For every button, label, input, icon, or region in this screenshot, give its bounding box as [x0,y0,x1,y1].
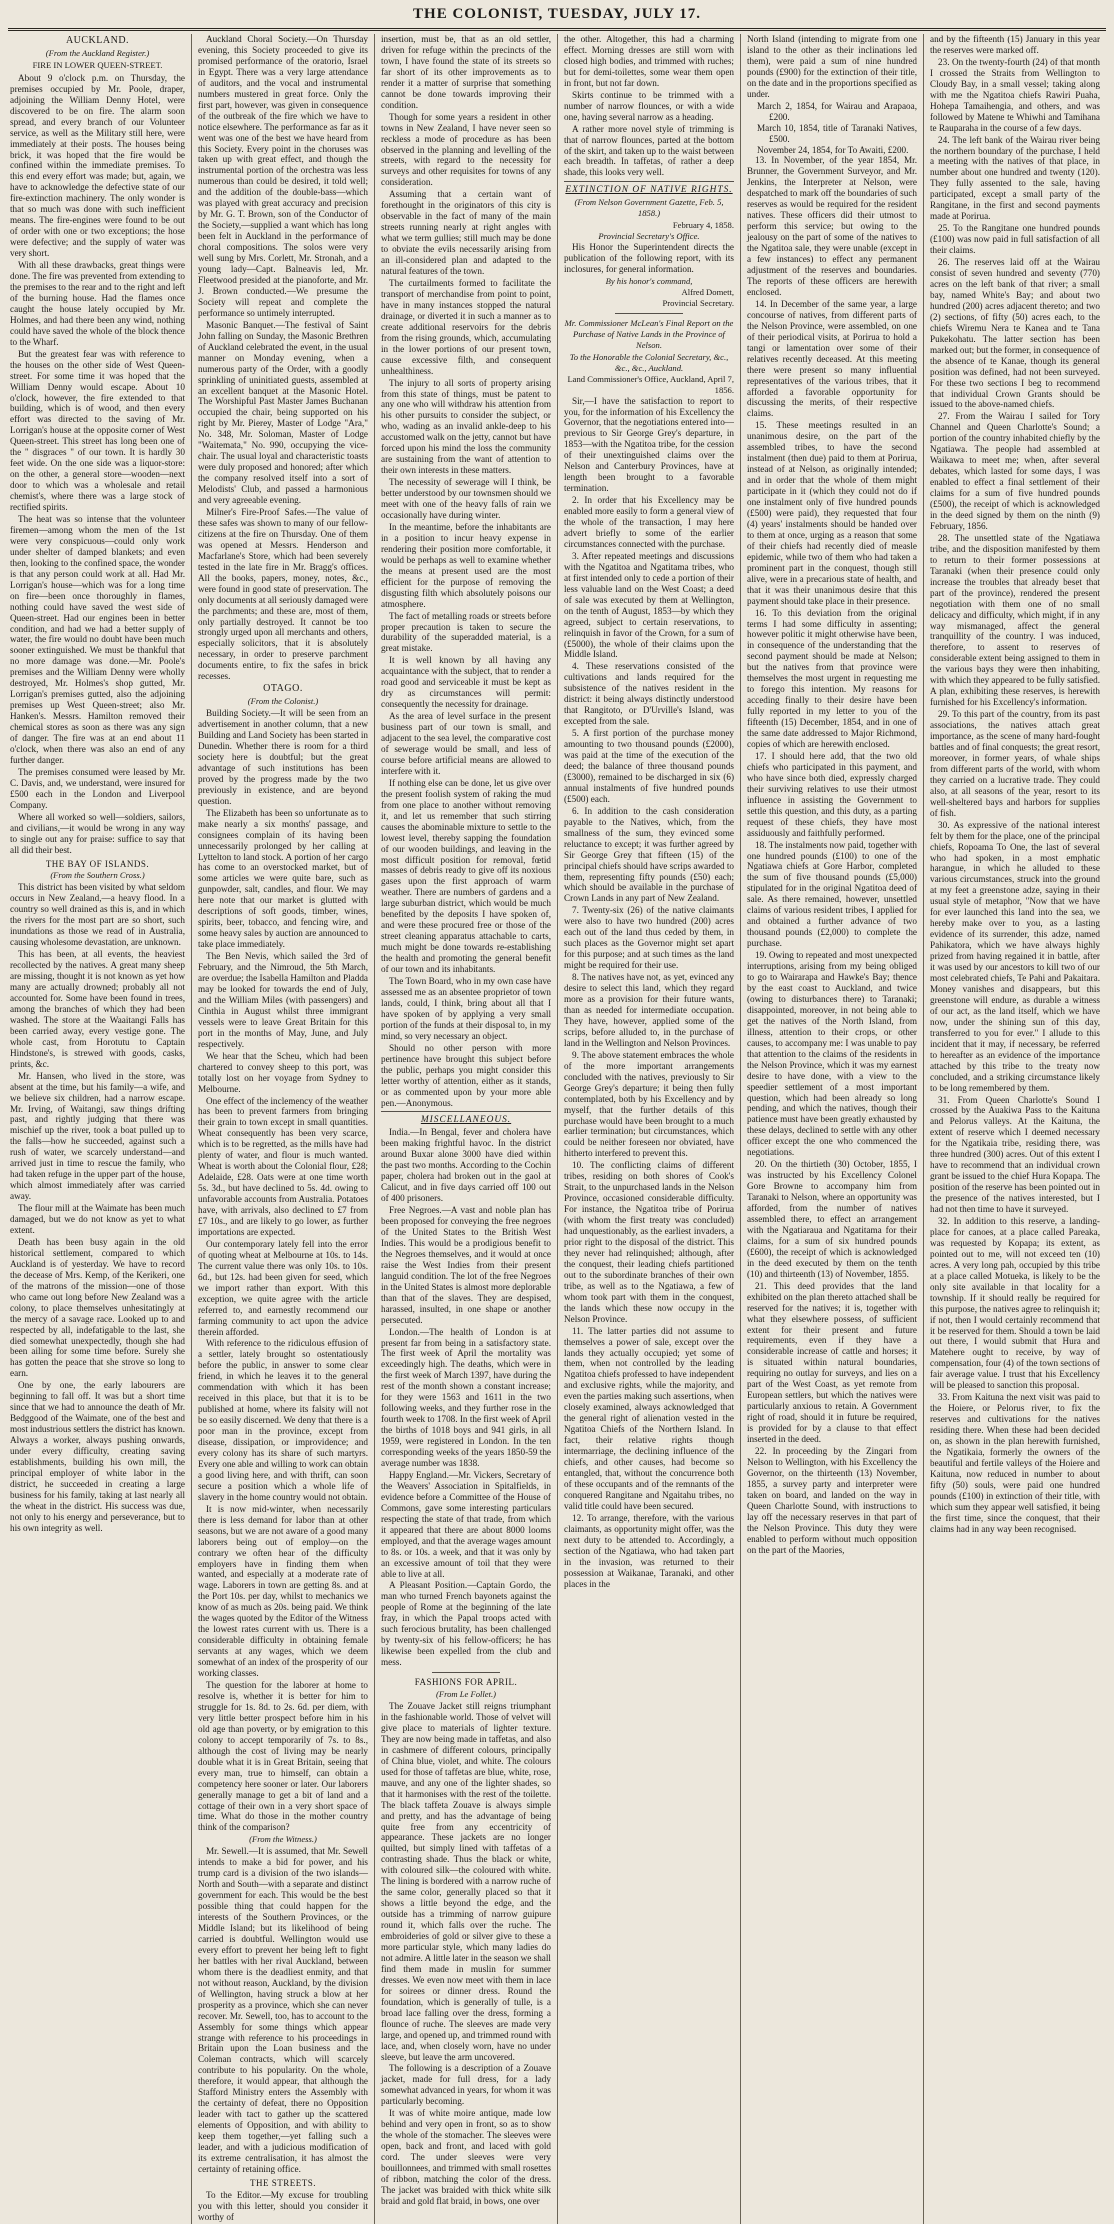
paragraph: insertion, must be, that as an old settler, driven for refuge within the precincts of the town, I have found the state of its streets so far short of its other improvements as to render it a matter of surprise that something cannot be done towards improving their condition. [381,34,551,110]
paragraph: 9. The above statement embraces the whole of the more important arrangements concluded with the natives, previously to Sir George Grey's departure; it being then fully contemplated, both by his Excellency and by myself, that the further details of this purchase would have been brought to a much earlier termination; but circumstances, which could be neither foreseen nor obviated, have hitherto interfered to prevent this. [564,1049,734,1159]
paragraph: 16. To this deviation from the original terms I had some difficulty in assenting; however politic it might otherwise have been, in consequence of the understanding that the second payment should be made at Nelson; but the natives from that province were themselves the most urgent in requesting me to forego this intention. My reasons for acceding finally to their desire have been fully reported in my letter to you of the fifteenth (15) December, 1854, and in one of the same date addressed to Major Richmond, copies of which are herewith enclosed. [747,607,917,749]
paragraph: India.—In Bengal, fever and cholera have been making frightful havoc. In the district around Buxar alone 3000 have died within the past two months. According to the Cochin paper, cholera had broken out in the gaol at Calicut, and in five days carried off 100 out of 400 prisoners. [381,1127,551,1204]
column-2 [191,34,374,2224]
section-heading-fashions: FASHIONS FOR APRIL. [414,1677,518,1688]
paragraph: The Ben Nevis, which sailed the 3rd of February, and the Nimroud, the 5th March, are overdue; the Isabella Hamilton and Pladda may be looked for towards the end of July, and the William Miles (with passengers) and Cinthia in August whilst three immigrant vessels were to leave Great Britain for this port in the months of May, June, and July respectively. [198,951,368,1049]
column-3 [374,34,557,2224]
paragraph: Should no other person with more pertinence have brought this subject before the public, perhaps you might consider this letter worthy of attention, either as it stands, or as commented upon by your more able pen.—Anonymous. [381,1042,551,1108]
paragraph: This district has been visited by what seldom occurs in New Zealand,—a heavy flood. In a country so well drained as this is, and in which the rivers for the most part are so short, such inundations as those we read of in Australia, causing wholesome devastation, are unknown. [10,882,185,948]
paragraph: The Town Board, who in my own case have assessed me as an absentee proprietor of town lands, could, I think, bring about all that I have spoken of by applying a very small portion of the funds at their disposal to, in my mind, so very necessary an object. [381,976,551,1041]
paragraph: 31. From Queen Charlotte's Sound I crossed by the Auakiwa Pass to the Kaituna and Pelorus valleys. At the Kaituna, the extent of reserve which I deemed necessary for the Ngatikaia tribe, residing there, was three hundred (300) acres. Out of this extent I have to recommend that an individual crown grant be issued to the chief Hura Kopapa. The position of the reserve has been pointed out in the presence of the natives interested, but I had not then time to have it surveyed. [930,1094,1100,1215]
paragraph: His Honor the Superintendent directs the publication of the following report, with its inclosures, for general information. [564,242,734,275]
paragraph: 21. This deed provides that the land exhibited on the plan thereto attached shall be reserved for the natives; it is, together with what they elsewhere possess, of sufficient extent for their present and future requirements, even if they have a considerable increase of cattle and horses; it is situated within natural boundaries, requiring no outlay for surveys, and lies on a part of the West Coast, as yet remote from European settlers, but which the natives were particularly anxious to retain. A Government right of road, should it in future be required, is provided for by a clause to that effect inserted in the deed. [747,1280,917,1445]
paragraph: As the area of level surface in the present business part of our town is small, and adjacent to the sea level, the comparative cost of sewerage would be small, and less of course before artificial means are allowed to interfere with it. [381,711,551,776]
section-heading-bay-of-islands: THE BAY OF ISLANDS. [45,858,150,869]
paragraph: Free Negroes.—A vast and noble plan has been proposed for conveying the free negroes of the United States to the British West Indies. This would be a prodigious benefit to the Negroes themselves, and it would at once raise the West Indies from their present languid condition. The lot of the free Negroes in the United States is almost more deplorable than that of the slaves. They are despised, harassed, insulted, in one shape or another persecuted. [381,1205,551,1325]
paragraph: The question for the laborer at home to resolve is, whether it is better for him to struggle for 1s. 8d. to 2s. 6d. per diem, with very little better prospect before him in his old age than poverty, or by emigration to this colony to accept temporarily of 7s. to 8s., although the cost of living may be nearly double what it is in Great Britain, seeing that every man, true to himself, can obtain a competency here sooner or later. Our laborers generally manage to get a bit of land and a cottage of their own in a very short space of time. What do those in the mother country think of the comparison? [198,1680,368,1833]
paragraph: 13. In November, of the year 1854, Mr. Brunner, the Government Surveyor, and Mr. Jenkins, the Interpreter at Nelson, were despatched to mark off the boundaries of such reserves as would be required for the resident natives. These officers did their utmost to perform this service; but owing to the jealousy on the part of some of the natives to the Ngatitoa sale, they were unable (except in a few instances) to effect any permanent adjustment of the reserves and boundaries. The reports of these officers are herewith enclosed. [747,155,917,297]
paragraph: The flour mill at the Waimate has been much damaged, but we do not know as yet to what extent. [10,1203,185,1235]
paragraph: 32. In addition to this reserve, a landing-place for canoes, at a place called Pareaka, was requested by Kopapa; its extent, as pointed out to me, will not exceed ten (10) acres. A very long pah, occupied by this tribe at a place called Motueka, is likely to be the only site available in that locality for a township. If it should really be required for this purpose, the natives agree to relinquish it; if not, then I would certainly recommend that it be reserved for them. Should a town be laid out there, I would submit that Hura and Matehere ought to receive, by way of compensation, four (4) of the town sections of fair average value. I trust that his Excellency will be pleased to sanction this proposal. [930,1215,1100,1391]
paragraph: the other. Altogether, this had a charming effect. Morning dresses are still worn with closed high bodies, and trimmed with ruches; but for demi-toilettes, some wear them open in front, but not far down. [564,34,734,88]
paragraph: The Elizabeth has been so unfortunate as to make nearly a six months' passage, and consignees complain of its having been unnecessarily prolonged by her calling at Lyttelton to land stock. A portion of her cargo has come to an overstocked market, but of some articles we were quite bare, such as gunpowder, salt, candles, and flour. We may here note that our market is glutted with descriptions of soft goods, timber, wines, spirits, beer, tobacco, and fencing wire, and some heavy sales by auction are announced to take place immediately. [198,807,368,950]
section-heading-auckland: AUCKLAND. [65,35,130,46]
paragraph: 12. To arrange, therefore, with the various claimants, as opportunity might offer, was the next duty to be attended to. Accordingly, a section of the Ngatiawa, who had taken part in the invasion, was returned to their possession at Waikanae, Taranaki, and other places in the [564,1512,734,1589]
dateline: February 4, 1858. [672,220,734,231]
section-heading-otago: OTAGO. [263,683,303,695]
paragraph: With reference to the ridiculous effusion of a settler, lately brought so ostentatiously before the public, in answer to some clear friend, in which he leaves it to the general commendation with which it has been received in this place, but that it is to be published at home, where its falsity will not be so easily discerned. We deny that there is a poor man in the province, except from disease, dissipation, or improvidence; and every colony has its share of such martyrs. Every one able and willing to work can obtain a good living here, and with thrift, can soon secure a position which a whole life of slavery in the home country would not obtain. [198,1338,368,1502]
paragraph: 23. On the twenty-fourth (24) of that month I crossed the Straits from Wellington to Cloudy Bay, in a small vessel; taking along with me the Ngatitoa chiefs Rawiri Puaha, Hohepa Tamaihengia, and others, and was followed by Matene te Whiwhi and Tamihana te Rauparaha in the course of a few days. [930,56,1100,133]
paragraph: 5. A first portion of the purchase money amounting to two thousand pounds (£2000), was paid at the time of the execution of the deed; the balance of three thousand pounds (£3000), remained to be discharged in six (6) annual instalments of five hundred pounds (£500) each. [564,728,734,804]
paragraph: 26. The reserves laid off at the Wairau consist of seven hundred and seventy (770) acres on the left bank of that river; a small bay, named White's Bay; and about two hundred (200) acres adjacent thereto; and two (2) sections, of fifty (50) acres each, to the chiefs Wiremu Nera te Kanea and te Tana Pukekohatu. The latter section has been marked out; but the former, in consequence of the absence of te Kanae, though its general position was defined, had not been surveyed. For these two sections I beg to recommend that individual Crown Grants should be issued to the above-named chiefs. [930,257,1100,410]
signature-by: By his honor's command, [605,276,693,287]
divider [615,313,683,314]
paragraph: 14. In December of the same year, a large concourse of natives, from different parts of the Nelson Province, were assembled, on one of their periodical visits, at Porirua to hold a tangi or lamentation over some of their relatives recently deceased. At this meeting there were present so many influential representatives of the various tribes, that it afforded a favorable opportunity for discussing the merits, of their respective claims. [747,298,917,419]
source-line: (From the Witness.) [249,1834,317,1845]
paragraph: Mr. Sewell.—It is assumed, that Mr. Sewell intends to make a bid for power, and his trump card is a division of the two islands—North and South—with a separate and distinct government for each. This would be the best possible thing that could happen for the interests of the Southern Provinces, or the Middle Island; but its likelihood of being carried is doubtful. Wellington would use every effort to prevent her being left to fight her battles with her rival Auckland, between whom there is the deadliest enmity, and that not without reason, Auckland, by the division of Wellington, having struck a blow at her prosperity as a province, which she can never recover. Mr. Sewell, too, has to account to the Assembly for some things which appear strange with reference to his proceedings in Britain upon the Loan business and the Coleman contracts, which will scarcely contribute to his popularity. On the whole, therefore, it would appear, that although the Stafford Ministry enters the Assembly with the certainty of defeat, there no Opposition leader with tact to gather up the scattered elements of Opposition, and with ability to keep them together,—yet falling such a leader, and with a judicious modification of its extreme centralisation, it has almost the certainty of retaining office. [198,1846,368,2174]
paragraph: 4. These reservations consisted of the cultivations and lands required for the subsistence of the natives resident in the district: it being always distinctly understood that Rangitoto, or D'Urville's Island, was excepted from the sale. [564,661,734,727]
paragraph: and by the fifteenth (15) January in this year the reserves were marked off. [930,34,1100,55]
paragraph: 18. The instalments now paid, together with one hundred pounds (£100) to one of the Ngatiawa chiefs at Gore Harbor, completed the sum of five thousand pounds (£5,000) stipulated for in the original Ngatitoa deed of sale. As there remained, however, unsettled claims of various resident tribes, I applied for and obtained a further advance of two thousand pounds (£2,000) to complete the purchase. [747,839,917,949]
report-title: Mr. Commissioner McLean's Final Report on the Purchase of Native Lands in the Province of Nelson. [564,317,734,350]
section-heading-the-streets: THE STREETS. [250,2177,316,2188]
source-line: (From the Colonist.) [247,696,319,707]
list-item: March 2, 1854, for Wairau and Arapaoa, £200. [757,100,917,122]
paragraph: North Island (intending to migrate from one island to the other as their inclinations led them), were paid a sum of nine hundred pounds (£900) for the extinction of their title, on the date and in the proportions specified as under. [747,34,917,99]
list-item: March 10, 1854, title of Taranaki Natives, £500. [757,122,917,144]
divider [564,181,734,182]
paragraph: About 9 o'clock p.m. on Thursday, the premises occupied by Mr. Poole, draper, adjoining the William Denny Hotel, were discovered to be on fire. The alarm soon spread, and every branch of our Volunteer service, as well as the Military still here, were immediately at their posts. The houses being brick, it was hoped that the fire would be confined within the immediate premises. To this end every effort was made; but, again, we have to acknowledge the defective state of our fire-extinction machinery. The only wonder is that so much was done with such inefficient means. The fire-engines were found to be out of order with one or two exceptions; the hose were defective; and the supply of water was very short. [10,72,185,259]
paragraph: Mr. Hansen, who lived in the store, was absent at the time, but his family—a wife, and we believe six children, had a narrow escape. Mr. Irving, of Waitangi, saw things drifting past, and rightly judging that there was mischief up the river, took a boat pulled up to the falls—how he succeeded, against such a rush of water, we scarcely understand—and arrived just in time to rescue the family, who had taken refuge in the upper part of the house, which almost immediately after was carried away. [10,1070,185,1202]
signature-name: Alfred Domett, [681,286,734,297]
paragraph: This has been, at all events, the heaviest recollected by the natives. A great many sheep are missing, thought it is not known as yet how many are actually drowned; probably all not accounted for. Some have been found in trees, among the branches of which they had been washed. The store at the Waaitangi Falls has been carried away, every vestige gone. The whole cast, from Horotutu to Captain Hindstone's, is strewed with goods, casks, prints, &c. [10,949,185,1069]
paragraph: 17. I should here add, that the two old chiefs who participated in this payment, and who have since both died, expressly charged their surviving relatives to use their utmost influence in assisting the Government to settle this question, and this duty, as a parting request of these chiefs, they have most assiduously and faithfully performed. [747,750,917,838]
paragraph: 8. The natives have not, as yet, evinced any desire to select this land, which they regard more as a provision for their future wants, than as needed for intermediate occupation. They have, however, applied some of the scrips, before alluded to, in the purchase of land in the Wellington and Nelson Provinces. [564,972,734,1048]
column-4 [557,34,740,2224]
paragraph: The premises consumed were leased by Mr. C. Davis, and, we understand, were insured for £500 each in the London and Liverpool Company. [10,766,185,810]
paragraph: 10. The conflicting claims of different tribes, residing on both shores of Cook's Strait, to the unpurchased lands in the Nelson Province, occasioned considerable difficulty. For instance, the Ngatitoa tribe of Porirua (with whom the first treaty was concluded) had unquestionably, as the earliest invaders, a prior right to the disposal of the district. This they never had relinquished; although, after the conquest, their leading chiefs partitioned out to the subordinate branches of their own tribe, as well as to the Ngatiawa, a few of whom took part with them in the conquest, the lands which these now occupy in the Nelson Province. [564,1160,734,1324]
column-1 [8,34,191,2224]
paragraph: We hear that the Scheu, which had been chartered to convey sheep to this port, was totally lost on her voyage from Sydney to Melbourne. [198,1050,368,1094]
paragraph: Our contemporary lately fell into the error of quoting wheat at Melbourne at 10s. to 14s. The current value there was only 10s. to 10s. 6d., but 12s. had been given for seed, which we import rather than export. With this exception, we quite agree with the article referred to, and earnestly recommend our farming community to act upon the advice therein afforded. [198,1238,368,1337]
paragraph: If nothing else can be done, let us give over the present foolish system of raking the mud from one place to another without removing it, and let us remember that such stirring causes the abominable mixture to settle to the lowest level, thereby sapping the foundation of our wooden buildings, and leaving in the most difficult position for removal, fœtid masses of debris ready to give off its noxious gases upon the first approach of warm weather. There are numbers of gardens and a large suburban district, which would be much benefited by the deposits I have spoken of, and were these procured free or those of the street cleaning apparatus attachable to carts, much might be done towards re-establishing the health and promoting the general benefit of our town and its inhabitants. [381,777,551,975]
paragraph: With all these drawbacks, great things were done. The fire was prevented from extending to the premises to the rear and to the right and left of the burning house. Had the flames once caught the house lately occupied by Mr. Holmes, and had there been any wind, nothing could have saved the whole of the block thence to the Wharf. [10,260,185,347]
paragraph: 25. To the Rangitane one hundred pounds (£100) was now paid in full satisfaction of all their claims. [930,223,1100,256]
paragraph: The necessity of sewerage will I think, be better understood by our townsmen should we meet with one of the heavy falls of rain we occasionally have during winter. [381,477,551,520]
source-line: (From the Southern Cross.) [50,870,145,881]
page-title: THE COLONIST, TUESDAY, JULY 17. [413,6,701,22]
column-5 [740,34,923,2224]
paragraph: Assuming that a certain want of forethought in the originators of this city is observable in the fact of many of the main streets running nearly at right angles with what we term gullies; still much may be done to obviate the evils necessarily arising from an ill-considered plan and adapted to the natural features of the town. [381,189,551,277]
section-heading-miscellaneous: MISCELLANEOUS. [420,1115,512,1126]
office-line: Provincial Secretary's Office. [598,231,700,242]
paragraph: 30. As expressive of the national interest felt by them for the place, one of the principal chiefs, Ropoama To One, the last of several who had spoken, in a most emphatic harangue, in which he alluded to these various circumstances, struck into the ground at my feet a greenstone adze, saying in their usual style of metaphor, "Now that we have for ever launched this land into the sea, we hereby make over to you, as a lasting evidence of its surrender, this adze, named Pahikatora, which we have always highly prized from having regained it in battle, after it was used by our ancestors to kill two of our most celebrated chiefs, Te Pahi and Pakaitara. Money vanishes and disappears, but this greenstone will endure, as durable a witness of our act, as the land itself, which we have now, under the shining sun of this day, transferred to you for ever." I allude to this incident that it may, if necessary, be referred to hereafter as an evidence of the importance attached by this tribe to the treaty now concluded, and a striking circumstance likely to be long remembered by them. [930,819,1100,1093]
paragraph: 15. These meetings resulted in an unanimous desire, on the part of the assembled tribes, to have the second instalment (then due) paid to them at Porirua, instead of at Nelson, as originally intended; and in order that the whole of them might participate in it (which they could not do if one instalment only of five hundred pounds (£500) were paid), they requested that four (4) years' instalments should be handed over to them at once, urging as a reason that some of their chiefs had recently died of measle epidemic, while two of them who had taken a prominent part in the conquest, though still alive, were in a precarious state of health, and that it was their unanimous desire that this payment should take place in their presence. [747,420,917,606]
paragraph: Death has been busy again in the old historical settlement, compared to which Auckland is of yesterday. We have to record the decease of Mrs. Kemp, of the Kerikeri, one of the matrons of the mission—one of those who came out long before New Zealand was a colony, to place themselves unhesitatingly at the mercy of a savage race. Looked up to and respected by all, indefatigable to the last, she died somewhat unexpectedly, though she had been ailing for some time before. Surely she has gotten the peace that she strove so long to earn. [10,1236,185,1379]
columns [8,34,1106,2222]
masthead [8,4,1106,31]
list-item: November 24, 1854, for To Awaiti, £200. [757,144,909,155]
source-line: (From the Auckland Register.) [45,47,150,58]
paragraph: 20. On the thirtieth (30) October, 1855, I was instructed by his Excellency Colonel Gore Browne to accompany him from Taranaki to Nelson, where an opportunity was afforded, from the number of natives assembled there, to effect an arrangement with the Ngatiaraua and Ngatitama for their claims, for a sum of six hundred pounds (£600), the receipt of which is acknowledged in the deed executed by them on the tenth (10) and thirteenth (13) of November, 1855. [747,1159,917,1279]
paragraph: 6. In addition to the cash consideration payable to the Natives, which, from the smallness of the sum, they evinced some reluctance to except; it was further agreed by Sir George Grey that fifteen (15) of the principal chiefs should have scrips awarded to them, representing fifty pounds (£50) each; which should be available in the purchase of Crown Lands in any part of New Zealand. [564,805,734,904]
paragraph: But the greatest fear was with reference to the houses on the other side of West Queen-street. For some time it was hoped that the William Denny would escape. About 10 o'clock, however, the fire extended to that building, which is of wood, and then every effort was directed to the saving of Mr. Lorrigan's house at the opposite corner of West Queen-street. This street has long been one of the " disgraces " of our town. It is hardly 30 feet wide. On the one side was a liquor-store: on the other, a general store—wooden—next door to which was a wholesale and retail chemist's, where there was a large stock of rectified spirits. [10,348,185,513]
paragraph: 2. In order that his Excellency may be enabled more easily to form a general view of the whole of the transaction, I may here advert briefly to some of the earlier circumstances connected with the purchase. [564,495,734,549]
paragraph: It is well known by all having any acquaintance with the subject, that to render a road good and serviceable it must be kept as dry as circumstances will permit: consequently the necessity for drainage. [381,655,551,710]
paragraph: One effect of the inclemency of the weather has been to prevent farmers from bringing their grain to town except in small quantities. Wheat consequently has been very scarce, which is to be regretted, as the mills have had plenty of water, and flour is much wanted. Wheat is worth about the Colonial flour, £28; Adelaide, £28. Oats were at one time worth 5s. 3d., but have declined to 5s. 4d. owing to unfavorable accounts from Australia. Potatoes have, with arrivals, also declined to £7 from £7 10s., and are likely to go lower, as further importations are expected. [198,1095,368,1237]
paragraph: It was of white moire antique, made low behind and very open in front, so as to show the whole of the stomacher. The sleeves were open, back and front, and laced with gold cord. The under sleeves were very bouillonnees, and trimmed with small rosettes of ribbon, matching the color of the dress. The jacket was braided with thick white silk braid and gold flat braid, in bows, one over [381,2108,551,2206]
paragraph: A rather more novel style of trimming is that of narrow flounces, parted at the bottom of the skirt, and taken up to the waist between each breadth. In taffetas, of rather a deep shade, this looks very well. [564,123,734,178]
section-heading-native-rights: EXTINCTION OF NATIVE RIGHTS. [565,185,733,196]
paragraph: It is now mid-winter, when necessarily there is less demand for labor than at other seasons, but we are not aware of a good many laborers being out of employ—on the contrary we often hear of the difficulty employers have in finding them when wanted, and especially at a moderate rate of wage. Laborers in town are getting 8s. and at the Port 10s. per day, whilst to mechanics we know of as much as 20s. being paid. We think the wages quoted by the Editor of the Witness the lowest rates current with us. There is a considerable difficulty in obtaining female servants at any wages, which we deem somewhat of an index of the prosperity of our working classes. [198,1503,368,1679]
paragraph: To the Editor.—My excuse for troubling you with this letter, should you consider it worthy of [198,2189,368,2222]
paragraph: 33. From Kaituna the next visit was paid to the Hoiere, or Pelorus river, to fix the reserves and cultivations for the natives residing there. When these had been decided on, as shown in the plan herewith furnished, the Ngatikaia, formerly the owners of the beautiful and fertile valleys of the Hoiere and Kaituna, now reduced in number to about fifty (50) souls, were paid one hundred pounds (£100) in extinction of their title, with which sum they appear well satisfied, it being the first time, since the conquest, that their claims had in any way been recognised. [930,1392,1100,1534]
paragraph: Milner's Fire-Proof Safes.—The value of these safes was shown to many of our fellow-citizens at the fire on Thursday. One of them was opened at Messrs. Henderson and Macfarlane's Store, which had been severely tested in the late fire in Mr. Bragg's offices. All the books, papers, money, notes, &c., were found in good state of preservation. The only documents at all seriously damaged were the parchments; and these are, most of them, only partially destroyed. It cannot be too strongly urged upon all merchants and others, especially solicitors, that it is absolutely necessary, in order to preserve parchment documents entire, to fix the safes in brick recesses. [198,506,368,682]
paragraph: 19. Owing to repeated and most unexpected interruptions, arising from my being obliged to go to Wairarapa and Hawke's Bay; thence by the east coast to Auckland, and twice (owing to disturbances there) to Taranaki; disappointed, moreover, in not being able to get the natives of the North Island, from illness, attention to their crops, or other causes, to accompany me: I was unable to pay that attention to the claims of the residents in the Nelson Province, which it was my earnest desire to have done, with a view to the speedier settlement of a most important question, which had been already so long pending, and which the natives, though their patience must have been greatly exhausted by these delays, declined to settle with any other officer except the one who commenced the negotiations. [747,950,917,1158]
paragraph: The curtailments formed to facilitate the transport of merchandise from point to point, have in many instances stopped the natural drainage, or diverted it in such a manner as to create additional reservoirs for the debris from the rising grounds, which, accumulating in the lower portions of our present town, cause excessive filth, and consequent unhealthiness. [381,277,551,376]
paragraph: The heat was so intense that the volunteer firemen—among whom the men of the 1st were very conspicuous—could only work under shelter of damped blankets; and even then, looking to the confined space, the wonder is that any person could work at all. Had Mr. Lorrigan's house—which was for a long time on fire—been once thoroughly in flames, nothing could have saved the west side of Queen-street. Had our engines been in better condition, and had we had a better supply of water, the fire would no doubt have been much sooner extinguished. We must be thankful that no more damage was done.—Mr. Poole's premises and the William Denny were wholly destroyed, Mr. Holmes's shop gutted, Mr. Lorrigan's premises gutted, also the adjoining premises up West Queen-street; also Mr. Hanken's. Messrs. Hamilton removed their chemical stores as soon as there was any sign of danger. The fire was at an end about 11 o'clock, when there was also an end of any further danger. [10,513,185,765]
paragraph: 29. To this part of the country, from its past associations, the natives attach great importance, as the scene of many hard-fought battles and of final conquests; the great resort, moreover, in former years, of whale ships from different parts of the world, with whom they carried on a lucrative trade. They could also, at all seasons of the year, resort to its well-sheltered bays and harbors for supplies of fish. [930,709,1100,818]
source-line: (From Nelson Government Gazette, Feb. 5, 1858.) [574,197,724,219]
subheading: FIRE IN LOWER QUEEN-STREET. [32,59,163,70]
paragraph: London.—The health of London is at present far from being in a satisfactory state. The first week of April the mortality was exceedingly high. The deaths, which were in the first week of March 1397, have during the rest of the month shown a constant increase; for they were 1563 and 1611 in the two following weeks, and they further rose in the fourth week to 1708. In the first week of April the births of 1018 boys and 941 girls, in all 1959, were registered in London. In the ten corresponding weeks of the years 1850-59 the average number was 1838. [381,1326,551,1468]
divider [432,1672,500,1673]
paragraph: Auckland Choral Society.—On Thursday evening, this Society proceeded to give its promised performance of the oratorio, Israel in Egypt. There was a very large attendance of auditors, and the vocal and instrumental numbers mustered in great force. Only the first part, however, was given in consequence of the outbreak of the fire which we have to notice elsewhere. The performance as far as it went was one of the best we have heard from this Society. Every point in the choruses was taken up with great effect, and though the instrumental portion of the orchestra was less numerous than could be desired, it told well; and the addition of the double-bass—which was played with great accuracy and precision by Mr. G. T. Brown, son of the Conductor of the Society,—supplied a want which has long been felt in Auckland in the performance of choral compositions. The solos were very well sung by Mrs. Corlett, Mr. Stronah, and a young lady—Capt. Balneavis led, Mr. Fleetwood presided at the pianoforte, and Mr. J. Brown conducted.—We presume the Society will repeat and complete the performance so untimely interrupted. [198,34,368,318]
paragraph: 27. From the Wairau I sailed for Tory Channel and Queen Charlotte's Sound; a portion of the country inhabited chiefly by the Ngatiawa. The people had assembled at Waikawa to meet me; when, after several debates, which lasted for some days, I was enabled to effect a final settlement of their claims for a sum of five hundred pounds (£500), the receipt of which is acknowledged in the deed signed by them on the ninth (9) February, 1856. [930,411,1100,531]
dateline: Land Commissioner's Office, Auckland, April 7, 1856. [567,373,734,395]
paragraph: In the meantime, before the inhabitants are in a position to incur heavy expense in rendering their position more comfortable, it would be perhaps as well to examine whether the means at present used are the most efficient for the purpose of removing the disgusting filth which absolutely poisons our atmosphere. [381,521,551,609]
paragraph: One by one, the early labourers are beginning to fall off. It was but a short time since that we had to announce the death of Mr. Bedggood of the Waimate, one of the best and most industrious settlers the district has known. Always a worker, always pushing onwards, under every difficulty, creating saving establishments, building his own mill, the principal employer of white labor in the district, he succeeded in creating a large business for his family, taking at last nearly all the wheat in the district. His success was due, not only to his energy and perseverance, but to his own integrity as well. [10,1380,185,1533]
paragraph: 11. The latter parties did not assume to themselves a power of sale, except over the lands they actually occupied; yet some of them, when not controlled by the leading Ngatitoa chiefs professed to have independent and exclusive rights, while the majority, and even the parties making such assertions, when closely examined, always acknowledged that the general right of alienation vested in the Ngatitoa Chiefs of the Northern Island. In fact, their relative rights though intermarriage, the declining influence of the chiefs, and other causes, had become so entangled, that, without the concurrence both of these occupants and of the remnants of the conquered Rangitane and Ngaitahu tribes, no valid title could have been secured. [564,1325,734,1511]
paragraph: 3. After repeated meetings and discussions with the Ngatitoa and Ngatitama tribes, who at first intended only to cede a portion of their less valuable land on the West Coast; a deed of sale was executed by them at Wellington, on the tenth of August, 1853—by which they agreed, subject to certain reservations, to relinquish in favor of the Crown, for a sum of (£5000), the whole of their claims upon the Middle Island. [564,550,734,660]
paragraph: 22. In proceeding by the Zingari from Nelson to Wellington, with his Excellency the Governor, on the thirteenth (13) November, 1855, a survey party and interpreter were taken on board, and landed on the way in Queen Charlotte Sound, with instructions to lay off the necessary reserves in that part of the Nelson Province. This duty they were enabled to perform without much opposition on the part of the Maories, [747,1446,917,1555]
paragraph: The following is a description of a Zouave jacket, made for full dress, for a lady somewhat advanced in years, for whom it was particularly becoming. [381,2063,551,2107]
paragraph: 28. The unsettled state of the Ngatiawa tribe, and the disposition manifested by them to return to their former possessions at Taranaki (when their presence could only increase the troubles that already beset that part of the province), rendered the present negotiation with them one of no small delicacy and difficulty, which might, if in any way mismanaged, affect the general tranquillity of the country. I was induced, therefore, to assent to reserves of considerable extent being assigned to them in the various bays they were then inhabiting, with which they appeared to be fully satisfied. A plan, exhibiting these reserves, is herewith furnished for his Excellency's information. [930,532,1100,708]
paragraph: The Zouave Jacket still reigns triumphant in the fashionable world. Those of velvet will give place to materials of lighter texture. They are now being made in taffetas, and also in cashmere of different colours, principally of China blue, violet, and white. The colours used for those of taffetas are blue, white, rose, mauve, and any one of the lighter shades, so that it harmonises with the rest of the toilette. The black taffeta Zouave is always simple and pretty, and has the advantage of being quite free from any eccentricity of appearance. These jackets are no longer quilted, but simply lined with taffetas of a contrasting shade. Thus the black or white, with coloured silk—the coloured with white. The lining is bordered with a narrow ruche of the same color, generally placed so that it shows a little beyond the edge, and the outside has a trimming of narrow guipure round it, which falls over the ruche. The embroideries of gold or silver give to these a more particular style, which many ladies do not admire. A little later in the season we shall find them made in muslin for summer dresses. We even now meet with them in lace for soirees or dinner dress. Round the foundation, which is generally of tulle, is a broad lace falling over the dress, forming a flounce of ruche. The sleeves are made very large, and opened up, and trimmed round with lace, and, when closely worn, have no under sleeve, but leave the arm uncovered. [381,1701,552,2062]
source-line: (From Le Follet.) [435,1689,497,1700]
paragraph: Building Society.—It will be seen from an advertisement in another column, that a new Building and Land Society has been started in Dunedin. Whether there is room for a third society here is doubtful; but the great advantage of such institutions has been proved by the progress made by the two previously in existence, and are beyond question. [198,708,368,806]
paragraph: Where all worked so well—soldiers, sailors, and civilians,—it would be wrong in any way to single out any for praise: suffice to say that all did their best. [10,811,185,855]
signature-role: Provincial Secretary. [662,297,734,308]
paragraph: 24. The left bank of the Wairau river being the northern boundary of the purchase, I held a meeting with the natives of that place, in number about one hundred and twenty (120). They fully assented to the sale, having participated, except a small party of the Rangitane, in the first and second payments made at Porirua. [930,134,1100,222]
paragraph: 7. Twenty-six (26) of the native claimants were also to have two hundred (200) acres each out of the land thus ceded by them, in such places as the Governor might set apart for this purpose; and at such times as the land might be required for their use. [564,905,734,971]
divider [381,1111,551,1112]
paragraph: A Pleasant Position.—Captain Gordo, the man who turned French bayonets against the people of Rome at the beginning of the late fray, in which the Papal troops acted with such ferocious brutality, has been challenged by twenty-six of his fellow-officers; he has likewise been expelled from the club and mess. [381,1580,551,1668]
paragraph: Masonic Banquet.—The festival of Saint John falling on Sunday, the Masonic Brethren of Auckland celebrated the event, in the usual manner on Monday evening, when a numerous party of the Order, with a goodly sprinkling of uninitiated guests, assembled at an excellent banquet at the Masonic Hotel. The Worshipful Past Master James Buchanan occupied the chair, being supported on his right by Mr. Pierey, Master of Lodge "Ara," No. 348, Mr. Soloman, Master of Lodge "Waitemata," No. 990, occupying the vice-chair. The usual loyal and characteristic toasts were duly proposed and honored; after which the company resolved itself into a sort of Melodists' Club, and passed a harmonious and very agreeable evening. [198,319,368,506]
column-6 [923,34,1106,2224]
paragraph: Sir,—I have the satisfaction to report to you, for the information of his Excellency the Governor, that the negotiations entered into—previous to Sir George Grey's departure, in 1853—with the Ngatitoa tribe, for the cession of their unextinguished claims over the Nelson and Canterbury Provinces, have at length been brought to a favorable termination. [564,395,734,494]
addressee: To the Honorable the Colonial Secretary, &c., &c., &c., Auckland. [569,351,729,373]
paragraph: Happy England.—Mr. Vickers, Secretary of the Weavers' Association in Spitalfields, in evidence before a Committee of the House of Commons, gave some interesting particulars respecting the state of that trade, from which it appeared that there are about 8000 looms employed, and that the average wages amount to 8s. or 10s. a week, and that it was only by an excessive amount of toil that they were able to live at all. [381,1469,551,1579]
paragraph: The fact of metalling roads or streets before proper precaution is taken to secure the durability of the superadded material, is a great mistake. [381,610,551,654]
paragraph: Skirts continue to be trimmed with a number of narrow flounces, or with a wide one, having several narrow as a heading. [564,89,734,122]
paragraph: Though for some years a resident in other towns in New Zealand, I have never seen so reckless a mode of procedure as has been observed in the planning and levelling of the streets, with regard to the necessity for surveys and other requisites for towns of any consideration. [381,111,551,188]
paragraph: The injury to all sorts of property arising from this state of things, must be patent to any one who will withdraw his attention from his other pursuits to consider the subject, or who, wading as an invalid ankle-deep to his accustomed walk on the jetty, cannot but have forced upon his mind the loss the community are sustaining from the want of attention to their own interests in these matters. [381,377,551,476]
